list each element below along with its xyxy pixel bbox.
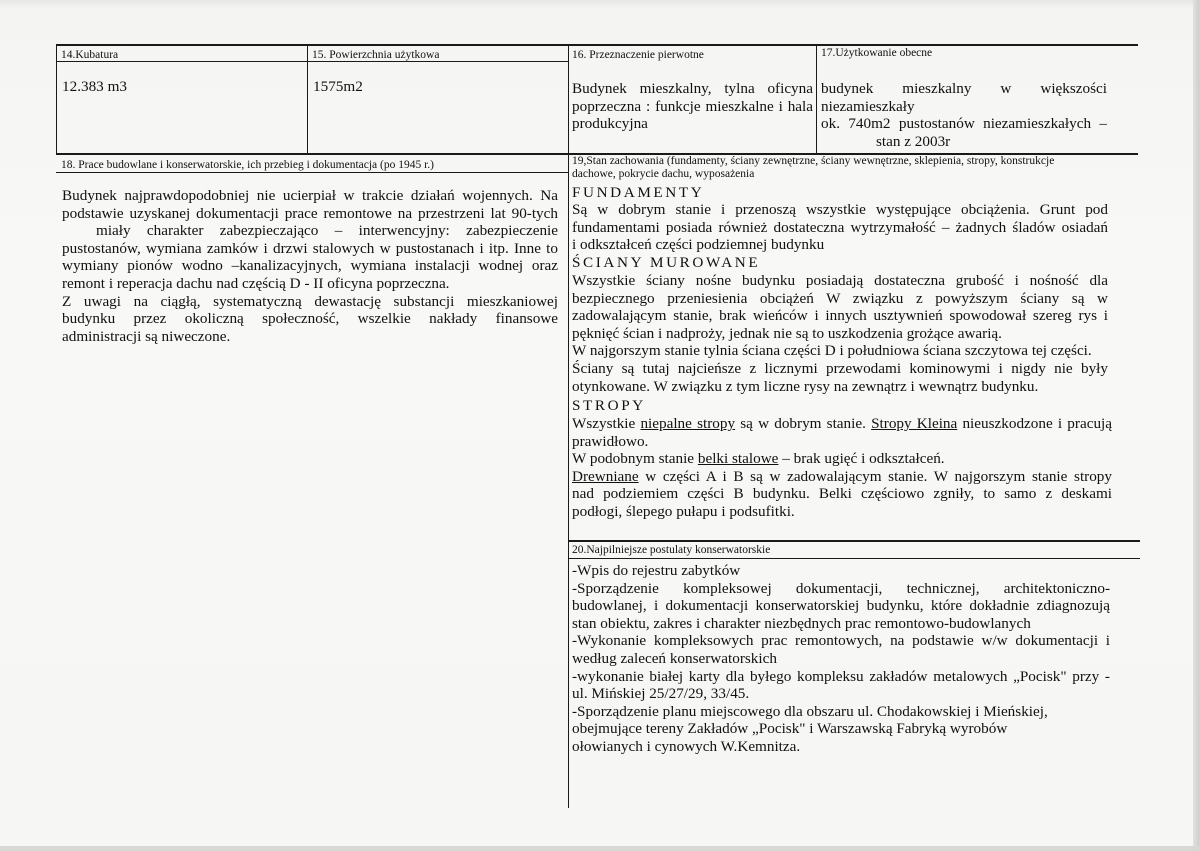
powierzchnia-label: 15. Powierzchnia użytkowa bbox=[312, 49, 440, 61]
col-divider-4 bbox=[816, 44, 817, 155]
stropy-text-span: – brak ugięć i odkształceń. bbox=[778, 450, 945, 468]
col-divider-1 bbox=[56, 44, 57, 155]
sciany-line: Ściany są tutaj najcieńsze z licznymi przewodami kominowymi i nigdy nie były bbox=[572, 359, 1108, 377]
prace-budowlane-text bbox=[62, 187, 558, 345]
stropy-text-span: W podobnym stanie bbox=[572, 450, 698, 468]
col-divider-3 bbox=[568, 44, 569, 808]
stropy-line bbox=[572, 468, 1112, 486]
stropy-line bbox=[572, 433, 1112, 451]
postulaty-line: ołowianych i cynowych W.Kemnitza. bbox=[572, 737, 801, 755]
belki-stalowe-term: belki stalowe bbox=[697, 450, 779, 468]
fundamenty-line: fundamentami posiada również dostateczna wytrzymałość – żadnych śladów osiadań bbox=[572, 218, 1108, 236]
przeznaczenie-line: Budynek mieszkalny, tylna oficyna bbox=[572, 80, 813, 97]
sciany-text bbox=[572, 272, 1108, 395]
przeznaczenie-line: produkcyjna bbox=[572, 115, 648, 133]
prace-line: Z uwagi na ciągłą, systematyczną dewastację substancji mieszkaniowej bbox=[62, 292, 558, 310]
stropy-kleina-term: Stropy Kleina bbox=[871, 415, 958, 432]
sciany-line: bezpiecznego przeniesienia obciążeń W związku z powyższym ściany są w bbox=[572, 289, 1108, 307]
stropy-line bbox=[572, 450, 1112, 468]
prace-line: podstawie uzyskanej dokumentacji prace remontowe na przestrzeni lat 90-tych bbox=[62, 204, 558, 222]
section20-top-rule bbox=[568, 540, 1140, 542]
scan-top-shadow bbox=[0, 0, 1199, 8]
sciany-line: otynkowane. W związku z tym liczne rysy na zewnątrz i wewnątrz budynku. bbox=[572, 377, 1039, 395]
stan-zachowania-label bbox=[572, 155, 1132, 181]
stropy-text-span: są w dobrym stanie. bbox=[735, 415, 872, 432]
sciany-line: pęknięć ścian i nadproży, jednak nie są to uszkodzenia grożące awarią. bbox=[572, 324, 1002, 342]
prace-line: Budynek najprawdopodobniej nie ucierpiał w trakcie działań wojennych. Na bbox=[62, 187, 558, 204]
scan-right-edge bbox=[1193, 0, 1199, 851]
fundamenty-heading: FUNDAMENTY bbox=[572, 184, 705, 201]
postulaty-line: -Wykonanie kompleksowych prac remontowych, na podstawie w/w dokumentacji i bbox=[572, 632, 1110, 650]
kubatura-value: 12.383 m3 bbox=[62, 78, 127, 95]
stropy-heading: STROPY bbox=[572, 397, 646, 414]
stan-zachowania-label-line: dachowe, pokrycie dachu, wyposażenia bbox=[572, 168, 755, 180]
postulaty-label: 20.Najpilniejsze postulaty konserwatorskie bbox=[572, 544, 771, 556]
postulaty-line: -Sporządzenie kompleksowej dokumentacji, technicznej, architektoniczno- bbox=[572, 579, 1110, 597]
uzytkowanie-label: 17.Użytkowanie obecne bbox=[821, 47, 933, 59]
stropy-text-span: nad podziemiem części B budynku. Belki częściowo zgniły, to samo z deskami bbox=[572, 485, 1112, 503]
postulaty-line: budowlanej, i dokumentacji konserwatorskiej budynku, które dokładnie zdiagnozują bbox=[572, 597, 1110, 615]
stropy-text bbox=[572, 415, 1112, 521]
sciany-heading: ŚCIANY MUROWANE bbox=[572, 254, 761, 271]
fundamenty-line: i odkształceń części podziemnej budynku bbox=[572, 236, 825, 254]
postulaty-line: -Wpis do rejestru zabytków bbox=[572, 562, 741, 579]
section20-header-rule bbox=[568, 558, 1140, 559]
stropy-line bbox=[572, 503, 1112, 521]
postulaty-text bbox=[572, 562, 1110, 756]
sciany-line: Wszystkie ściany nośne budynku posiadają dostateczna grubość i nośność dla bbox=[572, 272, 1108, 289]
row2-header-rule bbox=[56, 172, 568, 173]
uzytkowanie-line: stan z 2003r bbox=[876, 132, 951, 150]
prace-line: miały charakter zabezpieczająco – interwencyjny: zabezpieczenie bbox=[96, 222, 558, 240]
stropy-line bbox=[572, 415, 1112, 433]
przeznaczenie-label: 16. Przeznaczenie pierwotne bbox=[572, 49, 704, 61]
stropy-line bbox=[572, 485, 1112, 503]
fundamenty-line: Są w dobrym stanie i przenoszą wszystkie występujące obciążenia. Grunt pod bbox=[572, 201, 1108, 218]
stropy-text-span: Wszystkie bbox=[572, 415, 641, 432]
sciany-line: W najgorszym stanie tylnia ściana części D i południowa ściana szczytowa tej części. bbox=[572, 342, 1092, 360]
postulaty-line: według zaleceń konserwatorskich bbox=[572, 649, 777, 667]
postulaty-line: obejmujące tereny Zakładów „Pocisk" i Warszawską Fabryką wyrobów bbox=[572, 720, 1008, 738]
prace-line: administracji są niweczone. bbox=[62, 327, 231, 345]
prace-line: wymiany pionów wodno –kanalizacyjnych, wymiana instalacji wodnej oraz bbox=[62, 257, 558, 275]
powierzchnia-value: 1575m2 bbox=[313, 78, 363, 95]
stropy-text-span: podłogi, ślepego pułapu i podsufitki. bbox=[572, 502, 795, 520]
prace-budowlane-label: 18. Prace budowlane i konserwatorskie, ich przebieg i dokumentacja (po 1945 r.) bbox=[61, 159, 434, 171]
col-divider-2 bbox=[307, 44, 308, 155]
stropy-text-span: nieuszkodzone i pracują bbox=[957, 415, 1112, 432]
fundamenty-text bbox=[572, 201, 1108, 254]
postulaty-line: -Sporządzenie planu miejscowego dla obszaru ul. Chodakowskiej i Mieńskiej, bbox=[572, 702, 1048, 720]
uzytkowanie-text bbox=[821, 80, 1107, 150]
sciany-line: zadowalającym stanie, brak wieńców i innych usztywnień spowodował szereg rys i bbox=[572, 307, 1108, 325]
postulaty-line: ul. Mińskiej 25/27/29, 33/45. bbox=[572, 685, 750, 703]
prace-line: remont i reperacja dachu nad częścią D - II oficyna poprzeczna. bbox=[62, 274, 450, 292]
prace-line: budynku przez okoliczną społeczność, wszelkie nakłady finansowe bbox=[62, 310, 558, 328]
prace-line: pustostanów, wymiana zamków i drzwi stalowych w pustostanach i itp. Inne to bbox=[62, 239, 558, 257]
uzytkowanie-line: budynek mieszkalny w większości bbox=[821, 80, 1107, 97]
postulaty-line: stan obiektu, zakres i charakter niezbędnych prac remontowo-budowlanych bbox=[572, 614, 1031, 632]
przeznaczenie-line: poprzeczna : funkcje mieszkalne i hala bbox=[572, 97, 813, 115]
stropy-text-span: w części A i B są w zadowalającym stanie. W najgorszym stanie stropy bbox=[638, 467, 1112, 485]
przeznaczenie-text bbox=[572, 80, 813, 133]
scan-bottom-edge bbox=[0, 846, 1199, 851]
uzytkowanie-line: ok. 740m2 pustostanów niezamieszkałych – bbox=[821, 115, 1107, 133]
table-top-rule bbox=[56, 44, 1138, 46]
stropy-text-span: prawidłowo. bbox=[572, 432, 649, 450]
stan-zachowania-label-line: 19,Stan zachowania (fundamenty, ściany zewnętrzne, ściany wewnętrzne, sklepienia, stropy, konstrukcje bbox=[572, 155, 1055, 167]
drewniane-term: Drewniane bbox=[572, 467, 639, 485]
niepalne-stropy-term: niepalne stropy bbox=[640, 415, 736, 432]
uzytkowanie-line: niezamieszkały bbox=[821, 97, 915, 115]
kubatura-label: 14.Kubatura bbox=[61, 49, 119, 61]
postulaty-line: -wykonanie białej karty dla byłego kompleksu zakładów metalowych „Pocisk" przy - bbox=[572, 667, 1110, 685]
